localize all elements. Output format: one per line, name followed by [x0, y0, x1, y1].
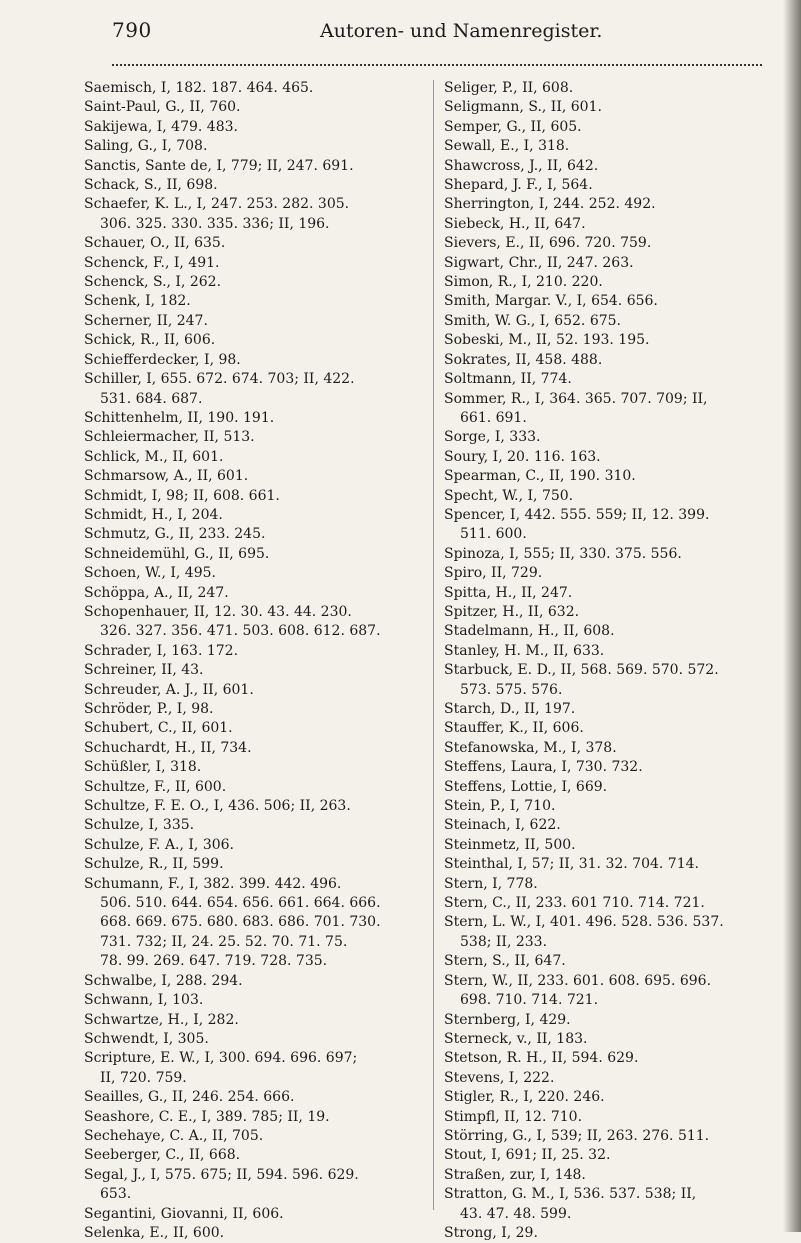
- index-entry: [444, 1224, 764, 1243]
- index-entry: [84, 1030, 424, 1049]
- index-entry-text: Schultze, F., II, 600.: [84, 778, 227, 795]
- index-entry: [84, 487, 424, 506]
- index-entry: [84, 642, 424, 661]
- index-entry: [444, 855, 764, 874]
- index-entry-text: Smith, W. G., I, 652. 675.: [444, 312, 621, 329]
- index-entry-text: Schwendt, I, 305.: [84, 1030, 209, 1047]
- index-entry: [444, 506, 764, 545]
- index-entry-text: Straßen, zur, I, 148.: [444, 1166, 586, 1183]
- index-entry-text: Sokrates, II, 458. 488.: [444, 351, 603, 368]
- index-entry-text: Schwalbe, I, 288. 294.: [84, 972, 243, 989]
- index-entry: [444, 778, 764, 797]
- index-entry: [84, 700, 424, 719]
- index-entry-text: Soltmann, II, 774.: [444, 371, 572, 388]
- index-entry: [84, 758, 424, 777]
- page-title: Autoren- und Namenregister.: [320, 20, 603, 42]
- index-entry: [84, 584, 424, 603]
- index-entry-text: Steffens, Lottie, I, 669.: [444, 778, 608, 795]
- index-entry: [444, 292, 764, 311]
- index-entry-text: Scripture, E. W., I, 300. 694. 696. 697;: [84, 1050, 358, 1067]
- index-entry: [444, 157, 764, 176]
- index-entry-text: Stern, L. W., I, 401. 496. 528. 536. 537.: [444, 914, 724, 931]
- index-entry-text: Soury, I, 20. 116. 163.: [444, 448, 601, 465]
- index-entry-continuation: 538; II, 233.: [460, 933, 548, 950]
- index-entry-text: Simon, R., I, 210. 220.: [444, 274, 603, 291]
- index-entry-text: Spiro, II, 729.: [444, 565, 543, 582]
- index-entry-continuation: 78. 99. 269. 647. 719. 728. 735.: [100, 953, 328, 970]
- index-entry-text: Schüßler, I, 318.: [84, 759, 202, 776]
- index-entry: [444, 603, 764, 622]
- index-entry-text: Schenck, F., I, 491.: [84, 254, 220, 271]
- index-entry-text: Schubert, C., II, 601.: [84, 720, 233, 737]
- index-entry: [444, 1011, 764, 1030]
- index-entry: [444, 816, 764, 835]
- index-entry-text: Stanley, H. M., II, 633.: [444, 642, 605, 659]
- index-entry-text: Seliger, P., II, 608.: [444, 80, 574, 96]
- index-entry-text: Siebeck, H., II, 647.: [444, 215, 586, 232]
- column-divider: [433, 80, 434, 1210]
- index-entry: [84, 137, 424, 156]
- index-entry: [444, 428, 764, 447]
- index-entry-text: Schack, S., II, 698.: [84, 177, 218, 194]
- index-entry: [84, 506, 424, 525]
- index-entry: [84, 234, 424, 253]
- index-entry: [444, 448, 764, 467]
- index-entry: [84, 176, 424, 195]
- index-entry: [444, 118, 764, 137]
- index-entry-text: Steffens, Laura, I, 730. 732.: [444, 759, 643, 776]
- index-entry: [444, 1108, 764, 1127]
- index-entry-text: Sternberg, I, 429.: [444, 1011, 571, 1028]
- index-entry: [444, 254, 764, 273]
- index-entry-text: Sievers, E., II, 696. 720. 759.: [444, 235, 652, 252]
- index-entry-text: Steinmetz, II, 500.: [444, 836, 576, 853]
- index-entry: [84, 661, 424, 680]
- index-entry: [84, 797, 424, 816]
- index-entry-text: Schopenhauer, II, 12. 30. 43. 44. 230.: [84, 603, 352, 620]
- index-entry-text: Strong, I, 29.: [444, 1224, 538, 1241]
- index-entry-text: Störring, G., I, 539; II, 263. 276. 511.: [444, 1127, 710, 1144]
- index-entry: [84, 836, 424, 855]
- index-entry-text: Schaefer, K. L., I, 247. 253. 282. 305.: [84, 196, 350, 213]
- index-entry: [444, 1127, 764, 1146]
- index-entry-continuation: 731. 732; II, 24. 25. 52. 70. 71. 75.: [100, 933, 348, 950]
- index-entry: [84, 681, 424, 700]
- index-entry-text: Spearman, C., II, 190. 310.: [444, 468, 636, 485]
- index-entry-text: Stern, S., II, 647.: [444, 953, 566, 970]
- index-entry: [444, 137, 764, 156]
- index-entry: [84, 428, 424, 447]
- index-entry-text: Schwann, I, 103.: [84, 992, 204, 1009]
- index-entry-continuation: 506. 510. 644. 654. 656. 661. 664. 666.: [100, 895, 381, 912]
- index-entry: [444, 700, 764, 719]
- index-entry-text: Stern, C., II, 233. 601 710. 714. 721.: [444, 895, 705, 912]
- index-entry-text: Specht, W., I, 750.: [444, 487, 574, 504]
- index-entry-text: Steinach, I, 622.: [444, 817, 561, 834]
- index-entry: [84, 312, 424, 331]
- index-entry-text: Stratton, G. M., I, 536. 537. 538; II,: [444, 1186, 697, 1203]
- index-entry: [444, 1069, 764, 1088]
- index-entry: [84, 98, 424, 117]
- index-entry-text: Saint-Paul, G., II, 760.: [84, 99, 241, 116]
- index-entry-text: Schultze, F. E. O., I, 436. 506; II, 263.: [84, 798, 351, 815]
- index-entry-text: Sterneck, v., II, 183.: [444, 1030, 588, 1047]
- index-entry: [84, 118, 424, 137]
- index-entry: [84, 991, 424, 1010]
- index-entry: [444, 797, 764, 816]
- index-entry-text: Spitta, H., II, 247.: [444, 584, 573, 601]
- index-entry: [84, 525, 424, 544]
- index-entry: [84, 778, 424, 797]
- index-entry: [84, 1166, 424, 1205]
- index-entry-text: Stimpfl, II, 12. 710.: [444, 1108, 583, 1125]
- index-entry-text: Saling, G., I, 708.: [84, 138, 208, 155]
- index-entry: [444, 1185, 764, 1224]
- index-entry-text: Schuchardt, H., II, 734.: [84, 739, 252, 756]
- index-entry: [444, 273, 764, 292]
- index-entry: [84, 1224, 424, 1243]
- index-entry: [444, 661, 764, 700]
- index-entry: [84, 1146, 424, 1165]
- index-entry: [444, 1088, 764, 1107]
- index-entry: [444, 875, 764, 894]
- index-entry-continuation: 326. 327. 356. 471. 503. 608. 612. 687.: [100, 623, 381, 640]
- index-entry-text: Spitzer, H., II, 632.: [444, 603, 580, 620]
- index-entry-text: Spinoza, I, 555; II, 330. 375. 556.: [444, 545, 682, 562]
- index-entry-text: Schleiermacher, II, 513.: [84, 429, 255, 446]
- index-entry: [444, 545, 764, 564]
- index-entry-text: Steinthal, I, 57; II, 31. 32. 704. 714.: [444, 856, 699, 873]
- index-entry: [84, 564, 424, 583]
- index-entry-text: Semper, G., II, 605.: [444, 118, 582, 135]
- index-entry: [444, 331, 764, 350]
- index-entry: [84, 351, 424, 370]
- index-entry-text: Stout, I, 691; II, 25. 32.: [444, 1147, 611, 1164]
- index-entry: [444, 622, 764, 641]
- index-entry-text: Schick, R., II, 606.: [84, 332, 216, 349]
- index-entry-text: Stern, I, 778.: [444, 875, 538, 892]
- index-entry-text: Schmidt, H., I, 204.: [84, 506, 223, 523]
- index-entry-text: Schöppa, A., II, 247.: [84, 584, 229, 601]
- index-entry-continuation: 661. 691.: [460, 409, 527, 426]
- index-entry: [84, 1108, 424, 1127]
- index-entry-text: Schittenhelm, II, 190. 191.: [84, 409, 275, 426]
- index-entry-text: Stadelmann, H., II, 608.: [444, 623, 615, 640]
- index-entry-text: Sigwart, Chr., II, 247. 263.: [444, 254, 634, 271]
- index-entry: [84, 1205, 424, 1224]
- index-entry: [84, 719, 424, 738]
- index-entry-text: Seeberger, C., II, 668.: [84, 1147, 241, 1164]
- index-entry-text: Seailles, G., II, 246. 254. 666.: [84, 1089, 295, 1106]
- index-entry: [444, 642, 764, 661]
- index-entry: [444, 195, 764, 214]
- index-entry: [444, 952, 764, 971]
- index-entry: [444, 234, 764, 253]
- index-entry-text: Schröder, P., I, 98.: [84, 701, 214, 717]
- index-entry-text: Stern, W., II, 233. 601. 608. 695. 696.: [444, 972, 712, 989]
- index-entry: [444, 739, 764, 758]
- index-entry-text: Sewall, E., I, 318.: [444, 138, 570, 155]
- index-entry: [444, 719, 764, 738]
- index-entry-continuation: 698. 710. 714. 721.: [460, 992, 599, 1009]
- index-entry: [84, 1011, 424, 1030]
- index-entry-text: Sechehaye, C. A., II, 705.: [84, 1127, 264, 1144]
- index-entry-text: Schiller, I, 655. 672. 674. 703; II, 422.: [84, 371, 355, 388]
- index-entry-continuation: 43. 47. 48. 599.: [460, 1205, 572, 1222]
- index-entry-text: Schulze, I, 335.: [84, 817, 195, 834]
- index-entry: [84, 855, 424, 874]
- index-entry: [84, 292, 424, 311]
- index-entry-text: Schmutz, G., II, 233. 245.: [84, 526, 266, 543]
- index-entry: [84, 816, 424, 835]
- index-entry: [84, 195, 424, 234]
- index-entry: [444, 215, 764, 234]
- header-rule: [112, 64, 762, 66]
- left-column: [84, 79, 424, 1243]
- index-entry-text: Stein, P., I, 710.: [444, 798, 556, 815]
- index-entry: [444, 79, 764, 98]
- index-entry-text: Stauffer, K., II, 606.: [444, 720, 584, 737]
- index-entry: [444, 1049, 764, 1068]
- index-entry: [84, 1088, 424, 1107]
- index-entry: [444, 1030, 764, 1049]
- index-entry: [84, 254, 424, 273]
- index-entry: [444, 894, 764, 913]
- right-column: [444, 79, 764, 1243]
- index-entry-text: Schreuder, A. J., II, 601.: [84, 681, 254, 698]
- index-entry: [84, 603, 424, 642]
- index-entry-continuation: 668. 669. 675. 680. 683. 686. 701. 730.: [100, 914, 381, 931]
- index-entry-text: Schmidt, I, 98; II, 608. 661.: [84, 487, 280, 504]
- index-entry: [444, 758, 764, 777]
- index-entry-text: Seashore, C. E., I, 389. 785; II, 19.: [84, 1108, 330, 1125]
- index-entry: [84, 448, 424, 467]
- index-entry-text: Sorge, I, 333.: [444, 429, 541, 446]
- index-entry: [444, 312, 764, 331]
- index-entry: [444, 564, 764, 583]
- index-entry: [84, 273, 424, 292]
- index-entry-text: Saemisch, I, 182. 187. 464. 465.: [84, 80, 314, 96]
- index-entry-text: Shawcross, J., II, 642.: [444, 157, 599, 174]
- index-entry-continuation: 511. 600.: [460, 526, 527, 543]
- index-entry-text: Schenck, S., I, 262.: [84, 274, 222, 291]
- index-entry: [444, 972, 764, 1011]
- index-entry-text: Schauer, O., II, 635.: [84, 235, 226, 252]
- page-number: 790: [112, 18, 152, 42]
- index-entry: [84, 1049, 424, 1088]
- index-entry: [444, 467, 764, 486]
- index-entry-text: Schneidemühl, G., II, 695.: [84, 545, 270, 562]
- index-entry-text: Stigler, R., I, 220. 246.: [444, 1089, 605, 1106]
- index-entry: [444, 176, 764, 195]
- index-entry: [84, 331, 424, 350]
- index-entry-text: Sobeski, M., II, 52. 193. 195.: [444, 332, 650, 349]
- index-entry: [84, 739, 424, 758]
- index-entry-continuation: II, 720. 759.: [100, 1069, 187, 1086]
- index-entry: [84, 409, 424, 428]
- index-entry-text: Sherrington, I, 244. 252. 492.: [444, 196, 656, 213]
- index-entry-text: Spencer, I, 442. 555. 559; II, 12. 399.: [444, 506, 710, 523]
- index-entry-continuation: 573. 575. 576.: [460, 681, 563, 698]
- index-entry-text: Schenk, I, 182.: [84, 293, 191, 310]
- index-entry-text: Sakijewa, I, 479. 483.: [84, 118, 238, 135]
- index-entry-text: Schumann, F., I, 382. 399. 442. 496.: [84, 875, 342, 892]
- index-entry-text: Stetson, R. H., II, 594. 629.: [444, 1050, 639, 1067]
- index-entry-text: Schwartze, H., I, 282.: [84, 1011, 239, 1028]
- index-entry: [444, 390, 764, 429]
- index-entry-continuation: 653.: [100, 1186, 132, 1203]
- index-entry-text: Stevens, I, 222.: [444, 1069, 555, 1086]
- index-entry: [444, 1146, 764, 1165]
- index-entry-text: Schulze, R., II, 599.: [84, 856, 224, 873]
- index-entry-text: Shepard, J. F., I, 564.: [444, 177, 593, 194]
- index-entry-text: Sanctis, Sante de, I, 779; II, 247. 691.: [84, 157, 354, 174]
- index-entry-text: Schlick, M., II, 601.: [84, 448, 224, 465]
- index-entry-continuation: 306. 325. 330. 335. 336; II, 196.: [100, 215, 330, 232]
- index-entry-text: Starbuck, E. D., II, 568. 569. 570. 572.: [444, 662, 719, 679]
- index-entry: [444, 370, 764, 389]
- index-entry: [84, 972, 424, 991]
- index-entry: [444, 1166, 764, 1185]
- index-entry: [84, 875, 424, 972]
- index-entry: [444, 584, 764, 603]
- index-entry: [84, 1127, 424, 1146]
- index-entry-continuation: 531. 684. 687.: [100, 390, 203, 407]
- index-entry: [444, 913, 764, 952]
- index-entry-text: Schiefferdecker, I, 98.: [84, 351, 241, 368]
- index-entry-text: Schmarsow, A., II, 601.: [84, 468, 249, 485]
- index-entry: [84, 467, 424, 486]
- index-entry-text: Seligmann, S., II, 601.: [444, 99, 602, 116]
- index-entry-text: Sommer, R., I, 364. 365. 707. 709; II,: [444, 390, 708, 407]
- index-entry-text: Starch, D., II, 197.: [444, 701, 576, 717]
- index-entry-text: Schulze, F. A., I, 306.: [84, 836, 235, 853]
- index-entry-text: Selenka, E., II, 600.: [84, 1224, 225, 1241]
- page-header: [112, 18, 762, 48]
- index-entry: [84, 370, 424, 409]
- page-edge-shadow: [783, 0, 801, 1232]
- index-entry-text: Segantini, Giovanni, II, 606.: [84, 1205, 284, 1222]
- index-entry: [84, 545, 424, 564]
- index-entry-text: Scherner, II, 247.: [84, 312, 208, 329]
- index-entry: [84, 157, 424, 176]
- index-entry-text: Smith, Margar. V., I, 654. 656.: [444, 293, 658, 310]
- index-entry: [444, 487, 764, 506]
- index-entry-text: Schreiner, II, 43.: [84, 662, 204, 679]
- index-entry-text: Stefanowska, M., I, 378.: [444, 739, 617, 756]
- index-entry-text: Segal, J., I, 575. 675; II, 594. 596. 629.: [84, 1166, 359, 1183]
- index-entry: [444, 98, 764, 117]
- index-entry: [84, 79, 424, 98]
- index-entry: [444, 836, 764, 855]
- index-entry: [444, 351, 764, 370]
- index-entry-text: Schoen, W., I, 495.: [84, 565, 216, 582]
- index-entry-text: Schrader, I, 163. 172.: [84, 642, 239, 659]
